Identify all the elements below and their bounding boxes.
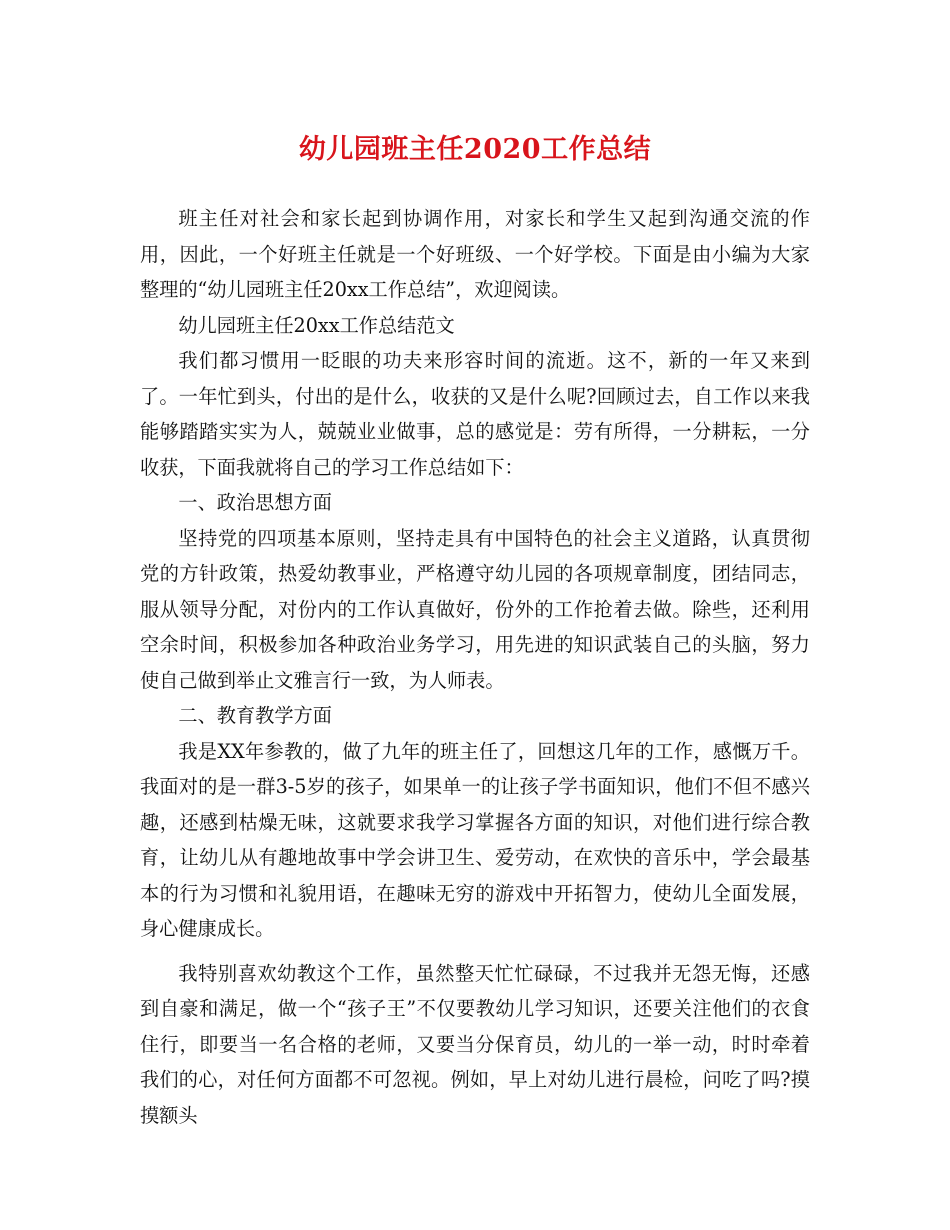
section-heading-politics: 一、政治思想方面: [178, 491, 332, 514]
paragraph-politics: 坚持党的四项基本原则，坚持走具有中国特色的社会主义道路，认真贯彻党的方针政策，热爱幼教事业，严格遵守幼儿园的各项规章制度，团结同志，服从领导分配，对份内的工作认真做好，份外的工作抢着去做。除些，还利用空余时间，积极参加各种政治业务学习，用先进的知识武装自己的头脑，努力使自己做到举止文雅言行一致，为人师表。: [140, 526, 810, 692]
paragraph-love-of-work: 我特别喜欢幼教这个工作，虽然整天忙忙碌碌，不过我并无怨无悔，还感到自豪和满足，做一个“孩子王”不仅要教幼儿学习知识，还要关注他们的衣食住行，即要当一名合格的老师，又要当分保育员，幼儿的一举一动，时时牵着我们的心，对任何方面都不可忽视。例如，早上对幼儿进行晨检，问吃了吗?摸摸额头: [140, 961, 810, 1127]
document-title: 幼儿园班主任2020工作总结: [298, 134, 652, 165]
document-body: [140, 201, 810, 1133]
section-heading-teaching: 二、教育教学方面: [178, 704, 332, 727]
paragraph-intro: 班主任对社会和家长起到协调作用，对家长和学生又起到沟通交流的作用，因此，一个好班主任就是一个好班级、一个好学校。下面是由小编为大家整理的“幼儿园班主任20xx工作总结”，欢迎阅读。: [140, 207, 810, 301]
paragraph-teaching: 我是XX年参教的，做了九年的班主任了，回想这几年的工作，感慨万千。我面对的是一群3-5岁的孩子，如果单一的让孩子学书面知识，他们不但不感兴趣，还感到枯燥无味，这就要求我学习掌握各方面的知识，对他们进行综合教育，让幼儿从有趣地故事中学会讲卫生、爱劳动，在欢快的音乐中，学会最基本的行为习惯和礼貌用语，在趣味无穷的游戏中开拓智力，使幼儿全面发展，身心健康成长。: [140, 739, 810, 940]
paragraph-opening: 我们都习惯用一眨眼的功夫来形容时间的流逝。这不，新的一年又来到了。一年忙到头，付出的是什么，收获的又是什么呢?回顾过去，自工作以来我能够踏踏实实为人，兢兢业业做事，总的感觉是：劳有所得，一分耕耘，一分收获，下面我就将自己的学习工作总结如下：: [140, 349, 810, 479]
paragraph-subtitle: 幼儿园班主任20xx工作总结范文: [178, 313, 455, 337]
